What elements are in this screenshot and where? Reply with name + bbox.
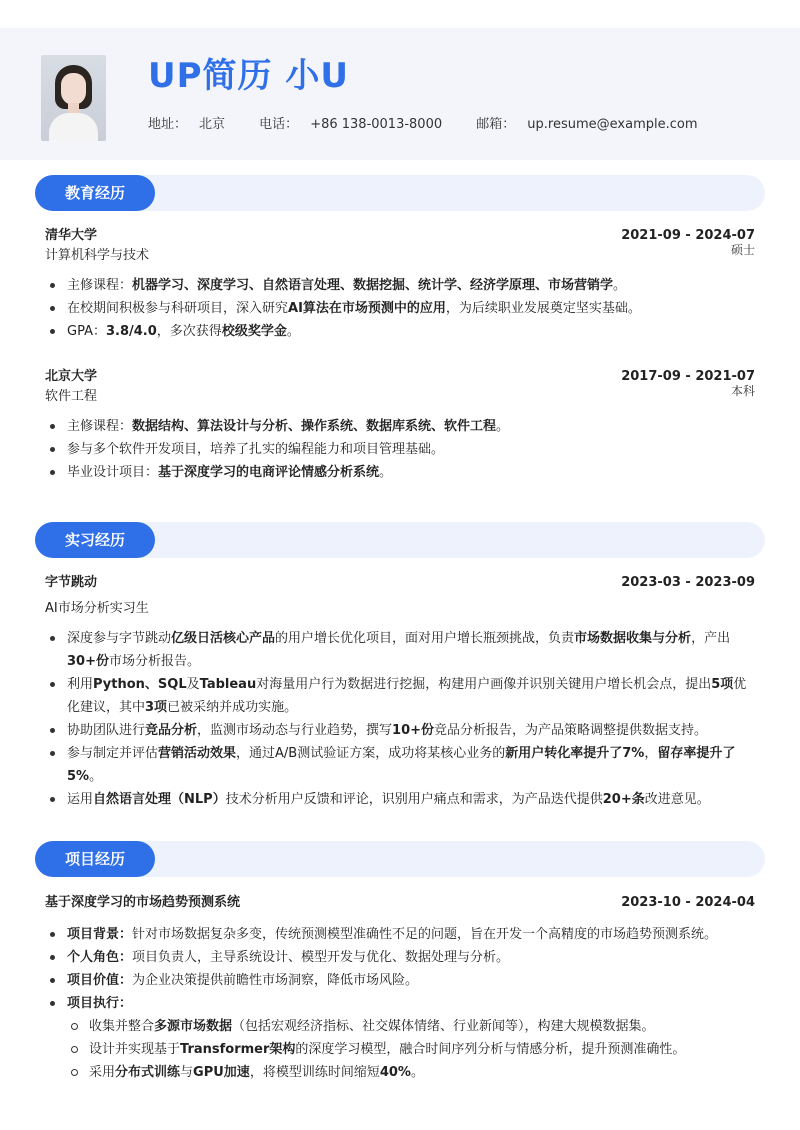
- date-range: 2021-09 - 2024-07: [621, 228, 755, 243]
- job-role: AI市场分析实习生: [45, 601, 149, 616]
- list-item: 参与制定并评估营销活动效果，通过A/B测试验证方案，成功将某核心业务的新用户转化率提升了7%，留存率提升了5%。: [45, 742, 755, 788]
- project-execution-bullets: [45, 1015, 755, 1084]
- list-item: 主修课程：数据结构、算法设计与分析、操作系统、数据库系统、软件工程。: [45, 415, 755, 438]
- list-item: 收集并整合多源市场数据（包括宏观经济指标、社交媒体情绪、行业新闻等），构建大规模数据集。: [67, 1015, 755, 1038]
- section-project: [35, 841, 765, 877]
- internship-entry: [45, 573, 755, 811]
- section-internship: [35, 522, 765, 558]
- contact-phone: 电话： +86 138-0013-8000: [259, 117, 443, 132]
- list-item: 项目价值：为企业决策提供前瞻性市场洞察，降低市场风险。: [45, 969, 755, 992]
- major: 软件工程: [45, 389, 98, 404]
- date-range: 2017-09 - 2021-07: [621, 369, 755, 384]
- school-name: 清华大学: [45, 228, 98, 243]
- contact-line: [148, 113, 728, 132]
- list-item: 毕业设计项目：基于深度学习的电商评论情感分析系统。: [45, 461, 755, 484]
- contact-email: 邮箱： up.resume@example.com: [476, 117, 698, 132]
- degree: 硕士: [730, 243, 755, 257]
- list-item: 采用分布式训练与GPU加速，将模型训练时间缩短40%。: [67, 1061, 755, 1084]
- list-item: 个人角色：项目负责人，主导系统设计、模型开发与优化、数据处理与分析。: [45, 946, 755, 969]
- list-item: 设计并实现基于Transformer架构的深度学习模型，融合时间序列分析与情感分析，提升预测准确性。: [67, 1038, 755, 1061]
- list-item: GPA：3.8/4.0，多次获得校级奖学金。: [45, 320, 755, 343]
- date-range: 2023-03 - 2023-09: [621, 575, 755, 590]
- degree: 本科: [730, 384, 755, 398]
- list-item: 在校期间积极参与科研项目，深入研究AI算法在市场预测中的应用，为后续职业发展奠定坚实基础。: [45, 297, 755, 320]
- education-1-bullets: [45, 274, 755, 343]
- list-item: 主修课程：机器学习、深度学习、自然语言处理、数据挖掘、统计学、经济学原理、市场营销学。: [45, 274, 755, 297]
- internship-bullets: [45, 627, 755, 811]
- resume-name: UP简历 小U: [148, 56, 349, 96]
- resume-header: [0, 28, 800, 160]
- list-item: 协助团队进行竞品分析，监测市场动态与行业趋势，撰写10+份竞品分析报告，为产品策略调整提供数据支持。: [45, 719, 755, 742]
- project-bullets: [45, 923, 755, 1015]
- list-item: 参与多个软件开发项目，培养了扎实的编程能力和项目管理基础。: [45, 438, 755, 461]
- list-item: 项目背景：针对市场数据复杂多变，传统预测模型准确性不足的问题，旨在开发一个高精度的市场趋势预测系统。: [45, 923, 755, 946]
- education-entry-2: [45, 367, 755, 484]
- date-range: 2023-10 - 2024-04: [621, 895, 755, 910]
- section-title-internship: 实习经历: [35, 522, 155, 558]
- section-education: [35, 175, 765, 211]
- avatar-photo: [41, 55, 106, 141]
- education-entry-1: [45, 226, 755, 343]
- section-title-education: 教育经历: [35, 175, 155, 211]
- education-2-bullets: [45, 415, 755, 484]
- contact-address: 地址： 北京: [148, 117, 226, 132]
- list-item: 深度参与字节跳动亿级日活核心产品的用户增长优化项目，面对用户增长瓶颈挑战，负责市场数据收集与分析，产出30+份市场分析报告。: [45, 627, 755, 673]
- list-item: 利用Python、SQL及Tableau对海量用户行为数据进行挖掘，构建用户画像并识别关键用户增长机会点，提出5项优化建议，其中3项已被采纳并成功实施。: [45, 673, 755, 719]
- project-title: 基于深度学习的市场趋势预测系统: [45, 895, 241, 910]
- project-entry: [45, 893, 755, 1084]
- company-name: 字节跳动: [45, 575, 98, 590]
- section-title-project: 项目经历: [35, 841, 155, 877]
- list-item: 运用自然语言处理（NLP）技术分析用户反馈和评论，识别用户痛点和需求，为产品迭代提供20+条改进意见。: [45, 788, 755, 811]
- list-item: 项目执行：: [45, 992, 755, 1015]
- major: 计算机科学与技术: [45, 248, 150, 263]
- school-name: 北京大学: [45, 369, 98, 384]
